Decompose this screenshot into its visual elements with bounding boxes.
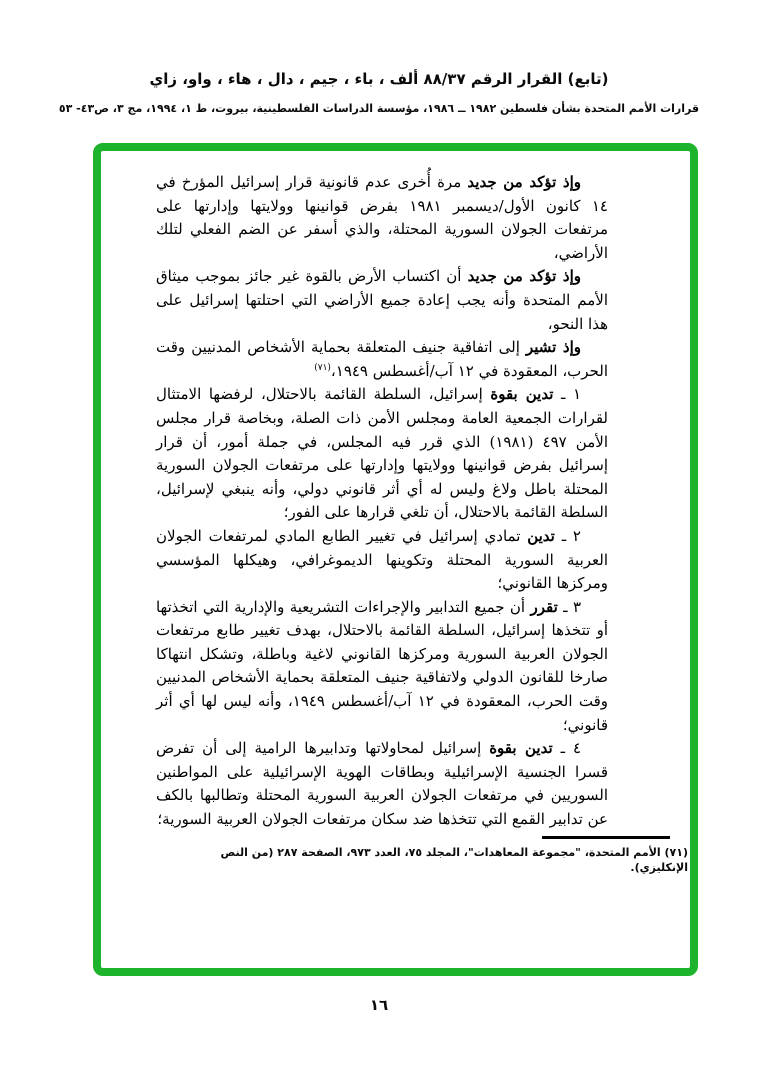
paragraph-text: إلى اتفاقية جنيف المتعلقة بحماية الأشخاص المدنيين وقت الحرب، المعقودة في ١٢ آب/أغسطس ١٩٤٩، bbox=[156, 338, 608, 380]
document-title: (تابع) القرار الرقم ٨٨/٣٧ ألف ، باء ، جيم ، دال ، هاء ، واو، زاي bbox=[149, 70, 609, 88]
paragraph-lead: تقرر bbox=[530, 597, 558, 616]
operative-paragraph-1 bbox=[156, 383, 608, 525]
page-number: ١٦ bbox=[369, 996, 389, 1014]
paragraph-lead: تدين بقوة bbox=[490, 385, 554, 404]
paragraph-text: أن جميع التدابير والإجراءات التشريعية والإدارية التي اتخذتها أو تتخذها إسرائيل، السلطة القائمة بالاحتلال، بهدف تغيير طابع مرتفعات الجولان العربية السورية ومركزها القانوني لاغية وباطلة، وتشكل انتهاكا صارخا للقانون الدولي ولاتفاقية جنيف المتعلقة بحماية الأشخاص المدنيين وقت الحرب، المعقودة في ١٢ آب/أغسطس ١٩٤٩، وأنه ليس لها أي أثر قانوني؛ bbox=[156, 597, 608, 734]
resolution-text-column bbox=[101, 151, 690, 875]
paragraph-text: إسرائيل، السلطة القائمة بالاحتلال، لرفضها الامتثال لقرارات الجمعية العامة ومجلس الأمن ذات الصلة، وبخاصة قرار مجلس الأمن ٤٩٧ (١٩٨١) الذي قرر فيه المجلس، في جملة أمور، أن قرار إسرائيل بفرض قوانينها وولايتها وإدارتها على مرتفعات الجولان السورية المحتلة باطل ولاغ وليس له أي أثر قانوني دولي، وأنه ينبغي لإسرائيل، السلطة القائمة بالاحتلال، أن تلغي قرارها على الفور؛ bbox=[156, 385, 608, 522]
paragraph-lead: وإذ تؤكد من جديد bbox=[467, 173, 581, 191]
footnote-text: (٧١) الأمم المتحدة، "مجموعة المعاهدات"، المجلد ٧٥، العدد ٩٧٣، الصفحة ٢٨٧ (من النص الإنكليزي). bbox=[220, 845, 688, 874]
footnote-reference: (٧١) bbox=[314, 362, 331, 373]
preamble-paragraph bbox=[156, 265, 608, 336]
paragraph-lead: تدين بقوة bbox=[489, 739, 553, 758]
green-annotation-rectangle bbox=[93, 143, 698, 976]
clause-number: ٤ ـ bbox=[552, 739, 582, 758]
footnote-divider bbox=[542, 836, 670, 839]
clause-number: ١ ـ bbox=[553, 385, 582, 404]
paragraph-lead: تدين bbox=[527, 526, 555, 545]
paragraph-lead: وإذ تؤكد من جديد bbox=[467, 267, 582, 286]
paragraph-text: إسرائيل لمحاولاتها وتدابيرها الرامية إلى أن تفرض قسرا الجنسية الإسرائيلية وبطاقات الهوية الإسرائيلية على المواطنين السوريين في مرتفعات الجولان العربية السورية المحتلة وتطالبها بالكف عن تدابير القمع التي تتخذها ضد سكان مرتفعات الجولان العربية السورية؛ bbox=[156, 739, 608, 829]
preamble-paragraph bbox=[156, 336, 608, 383]
operative-paragraph-4 bbox=[156, 737, 608, 831]
footnote-area bbox=[160, 836, 688, 875]
document-source-line: قرارات الأمم المتحدة بشأن فلسطين ١٩٨٢ ــ ١٩٨٦، مؤسسة الدراسات الفلسطينية، بيروت، ط ١، ١٩٩٤، مج ٣، ص٤٣- ٥٣ bbox=[58, 102, 700, 115]
paragraph-text: مرة أُخرى عدم قانونية قرار إسرائيل المؤرخ في ١٤ كانون الأول/ديسمبر ١٩٨١ بفرض قوانينها وولايتها وإدارتها على مرتفعات الجولان السورية المحتلة، والذي أسفر عن الضم الفعلي لتلك الأراضي، bbox=[156, 173, 608, 262]
paragraph-text: تمادي إسرائيل في تغيير الطابع المادي لمرتفعات الجولان العربية السورية المحتلة وتكوينها الديموغرافي، وهيكلها المؤسسي ومركزها القانوني؛ bbox=[156, 526, 608, 593]
paragraph-text: أن اكتساب الأرض بالقوة غير جائز بموجب ميثاق الأمم المتحدة وأنه يجب إعادة جميع الأراضي التي احتلتها إسرائيل على هذا النحو، bbox=[156, 267, 608, 333]
operative-paragraph-2 bbox=[156, 525, 608, 596]
clause-number: ٣ ـ bbox=[557, 597, 581, 616]
paragraph-lead: وإذ تشير bbox=[526, 338, 582, 357]
operative-paragraph-3 bbox=[156, 596, 608, 738]
preamble-paragraph bbox=[156, 171, 608, 265]
clause-number: ٢ ـ bbox=[554, 526, 581, 545]
